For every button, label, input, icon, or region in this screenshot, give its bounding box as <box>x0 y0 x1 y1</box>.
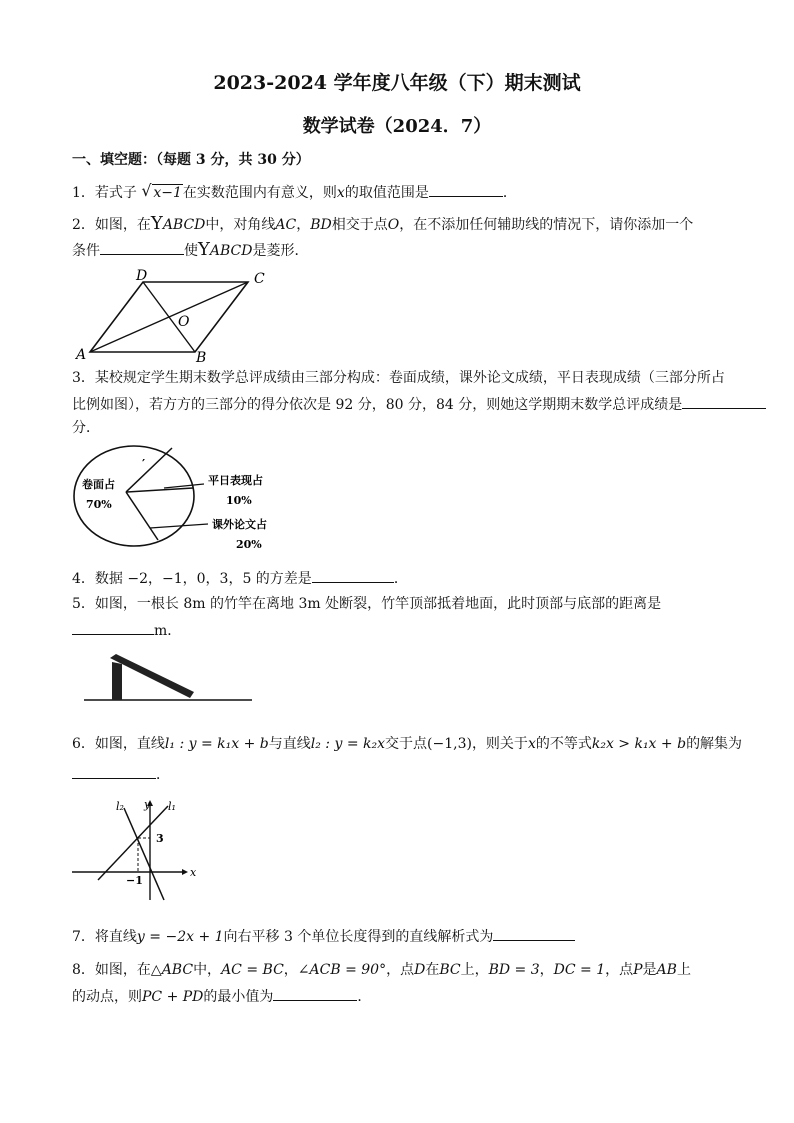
fig-label-d: D <box>136 268 148 284</box>
answer-blank-4[interactable] <box>312 568 394 583</box>
sqrt-icon: √ <box>141 181 152 200</box>
graph-label-l2: l₂ <box>116 800 124 813</box>
pie-divider-3 <box>126 492 158 540</box>
graph-label-l1: l₁ <box>168 800 176 813</box>
rhombus-figure <box>70 268 280 364</box>
question-8-line-2: 的动点，则PC + PD的最小值为 ． <box>72 986 371 1007</box>
exam-subtitle: 数学试卷（2024．7） <box>302 116 492 137</box>
question-4: 4．数据 −2，−1，0，3，5 的方差是 ． <box>72 568 408 589</box>
pie-label-daily: 平日表现占 <box>208 474 263 487</box>
question-8-line-1: 8．如图，在△ABC中，AC = BC，∠ACB = 90°，点D在BC上，BD = 3，DC = 1，点P是AB上 <box>72 962 691 978</box>
question-3-line-2: 比例如图），若方方的三部分的得分依次是 92 分，80 分，84 分，则她这学期期末数学总评成绩是 <box>72 394 766 415</box>
fig-label-b: B <box>196 350 207 364</box>
question-5-line-1: 5．如图，一根长 8m 的竹竿在离地 3m 处断裂，竹竿顶部抵着地面，此时顶部与底部的距离是 <box>72 596 662 612</box>
question-2-line-2: 条件 使YABCD是菱形． <box>72 239 309 260</box>
pie-divider-2 <box>126 488 193 492</box>
question-2-line-1: 2．如图，在YABCD中，对角线AC，BD相交于点O，在不添加任何辅助线的情况下，请你添加一个 <box>72 213 694 234</box>
question-7: 7．将直线y = −2x + 1向右平移 3 个单位长度得到的直线解析式为 <box>72 926 575 947</box>
question-6-line-2: ． <box>72 764 170 785</box>
pie-value-daily: 10% <box>226 494 252 507</box>
graph-label-3: 3 <box>156 832 164 845</box>
bamboo-broken-top <box>110 654 194 698</box>
question-1: 1．若式子 √ x−1在实数范围内有意义，则x的取值范围是 ． <box>72 181 517 201</box>
bamboo-figure <box>80 650 260 706</box>
question-6-line-1: 6．如图，直线l₁ : y = k₁x + b与直线l₂ : y = k₂x交于点(−1,3)，则关于x的不等式k₂x > k₁x + b的解集为 <box>72 736 743 752</box>
answer-blank-8[interactable] <box>273 986 357 1001</box>
answer-blank-3[interactable] <box>682 394 766 409</box>
sqrt-expression: √ x−1 <box>141 181 182 201</box>
answer-blank-1[interactable] <box>429 182 503 197</box>
answer-blank-7[interactable] <box>493 926 575 941</box>
answer-blank-6[interactable] <box>72 764 156 779</box>
pie-label-essay: 课外论文占 <box>212 518 267 531</box>
answer-blank-2[interactable] <box>100 240 184 255</box>
question-5-line-2: m． <box>72 620 181 641</box>
lines-graph-figure <box>70 796 200 904</box>
question-3-line-3: 分． <box>72 420 100 436</box>
pie-divider-1 <box>126 448 172 492</box>
section-heading: 一、填空题：（每题 3 分，共 30 分） <box>72 152 310 168</box>
bamboo-stump <box>112 662 122 700</box>
parallelogram-icon: Y <box>198 239 210 260</box>
fig-label-o: O <box>178 314 190 330</box>
graph-label-x: x <box>190 866 197 879</box>
pie-chart-figure <box>70 444 300 556</box>
pie-outline <box>74 446 194 546</box>
fig-label-a: A <box>76 347 87 363</box>
parallelogram-icon: Y <box>150 213 163 234</box>
pie-label-exam: 卷面占 <box>82 478 115 491</box>
graph-label-minus-1: −1 <box>126 874 143 887</box>
fig-label-c: C <box>254 271 265 287</box>
answer-blank-5[interactable] <box>72 620 154 635</box>
exam-title: 2023-2024 学年度八年级（下）期末测试 <box>213 72 581 94</box>
question-3-line-1: 3．某校规定学生期末数学总评成绩由三部分构成：卷面成绩，课外论文成绩，平日表现成绩（三部分所占 <box>72 370 725 386</box>
graph-label-y: y <box>144 798 151 811</box>
pie-value-exam: 70% <box>86 498 112 511</box>
pie-value-essay: 20% <box>236 538 262 551</box>
svg-text:′: ′ <box>142 457 146 471</box>
